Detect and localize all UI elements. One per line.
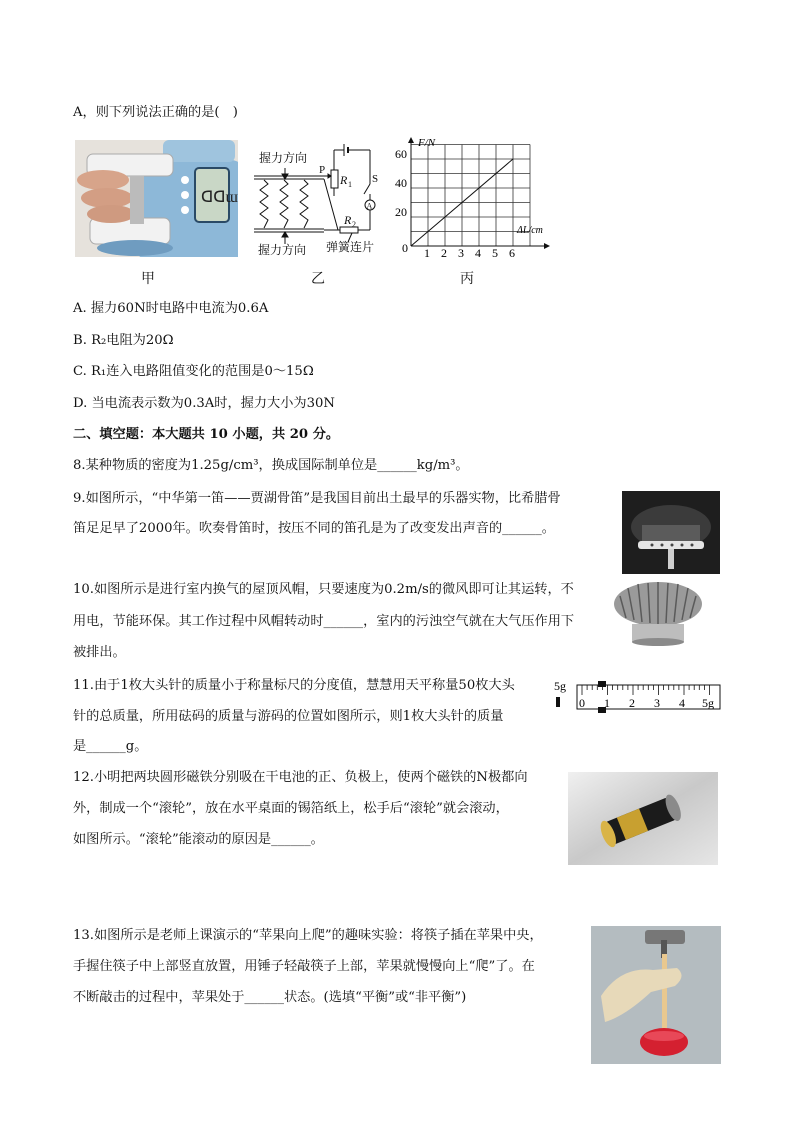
battery-roller-photo bbox=[568, 772, 718, 865]
grip-dynamometer-photo bbox=[75, 140, 238, 257]
R1-sub: 1 bbox=[348, 180, 352, 189]
question-12-line-3: 如图所示。“滚轮”能滚动的原因是______。 bbox=[73, 832, 324, 847]
option-A: A. 握力60N时电路中电流为0.6A bbox=[73, 301, 269, 316]
bone-flute-photo bbox=[622, 491, 720, 574]
section-heading: 二、填空题：本大题共 10 小题，共 20 分。 bbox=[73, 427, 340, 442]
question-intro: A，则下列说法正确的是( ) bbox=[73, 105, 238, 120]
slider-P-label: P bbox=[319, 164, 326, 176]
switch-S-label: S bbox=[372, 173, 379, 185]
x-tick-2: 2 bbox=[441, 246, 447, 260]
top-force-label: 握力方向 bbox=[259, 151, 308, 165]
option-D: D. 当电流表示数为0.3A时，握力大小为30N bbox=[73, 396, 335, 411]
caption-yi: 乙 bbox=[311, 271, 325, 287]
x-tick-3: 3 bbox=[458, 246, 464, 260]
question-10-line-1: 10.如图所示是进行室内换气的屋顶风帽，只要速度为0.2m/s的微风即可让其运转，不 bbox=[73, 582, 574, 597]
bottom-force-label: 握力方向 bbox=[258, 243, 307, 256]
y-tick-60: 60 bbox=[395, 147, 407, 161]
question-11-line-3: 是______g。 bbox=[73, 739, 148, 754]
question-13-line-1: 13.如图所示是老师上课演示的“苹果向上爬”的趣味实验：将筷子插在苹果中央， bbox=[73, 928, 543, 943]
scale-tick-0: 0 bbox=[579, 696, 585, 710]
question-9-line-1: 9.如图所示，“中华第一笛——贾湖骨笛”是我国目前出土最早的乐器实物，比希腊骨 bbox=[73, 491, 561, 506]
question-11-line-1: 11.由于1枚大头针的质量小于称量标尺的分度值，慧慧用天平称量50枚大头 bbox=[73, 678, 515, 693]
question-10-line-3: 被排出。 bbox=[73, 645, 126, 660]
ammeter-label: A bbox=[366, 201, 373, 211]
scale-tick-4: 4 bbox=[679, 696, 685, 710]
weight-label: 5g bbox=[554, 679, 566, 693]
scale-tick-2: 2 bbox=[629, 696, 635, 710]
question-12-line-2: 外，制成一个“滚轮”，放在水平桌面的锡箔纸上，松手后“滚轮”就会滚动， bbox=[73, 801, 509, 816]
scale-tick-3: 3 bbox=[654, 696, 660, 710]
x-axis-label: ΔL/cm bbox=[517, 225, 543, 236]
y-tick-40: 40 bbox=[395, 176, 407, 190]
question-11-line-2: 针的总质量，所用砝码的质量与游码的位置如图所示，则1枚大头针的质量 bbox=[73, 709, 504, 724]
R2-sub: 2 bbox=[352, 220, 356, 229]
spring-strip-label: 弹簧连片 bbox=[326, 240, 375, 254]
x-tick-1: 1 bbox=[424, 246, 430, 260]
force-extension-graph bbox=[393, 134, 557, 260]
scale-tick-5g: 5g bbox=[702, 696, 714, 710]
device-display-text: ᗡᗡɯ bbox=[201, 189, 238, 206]
caption-bing: 丙 bbox=[460, 271, 474, 287]
scale-tick-1: 1 bbox=[604, 696, 610, 710]
question-9-line-2: 笛足足早了2000年。吹奏骨笛时，按压不同的笛孔是为了改变发出声音的______。 bbox=[73, 521, 555, 536]
x-tick-5: 5 bbox=[492, 246, 498, 260]
option-B: B. R₂电阻为20Ω bbox=[73, 333, 174, 348]
option-C: C. R₁连入电路阻值变化的范围是0～15Ω bbox=[73, 364, 314, 379]
y-tick-20: 20 bbox=[395, 205, 407, 219]
apple-climbing-photo bbox=[591, 926, 721, 1064]
x-tick-6: 6 bbox=[509, 246, 515, 260]
question-12-line-1: 12.小明把两块圆形磁铁分别吸在干电池的正、负极上，使两个磁铁的N极都向 bbox=[73, 770, 528, 785]
question-13-line-3: 不断敲击的过程中，苹果处于______状态。(选填“平衡”或“非平衡”) bbox=[73, 990, 467, 1005]
balance-scale-figure bbox=[552, 675, 724, 717]
origin-label: 0 bbox=[402, 241, 408, 255]
rider-top bbox=[598, 681, 606, 687]
circuit-diagram bbox=[252, 138, 382, 256]
x-tick-4: 4 bbox=[475, 246, 481, 260]
R2-label: R bbox=[344, 213, 352, 227]
question-13-line-2: 手握住筷子中上部竖直放置，用锤子轻敲筷子上部，苹果就慢慢向上“爬”了。在 bbox=[73, 959, 535, 974]
roof-ventilator-photo bbox=[612, 580, 704, 647]
question-8: 8.某种物质的密度为1.25g/cm³，换成国际制单位是______kg/m³。 bbox=[73, 458, 469, 473]
y-axis-label: F/N bbox=[418, 137, 436, 149]
question-10-line-2: 用电，节能环保。其工作过程中风帽转动时______，室内的污浊空气就在大气压作用下 bbox=[73, 614, 575, 629]
caption-jia: 甲 bbox=[141, 271, 155, 287]
R1-label: R bbox=[340, 173, 348, 187]
